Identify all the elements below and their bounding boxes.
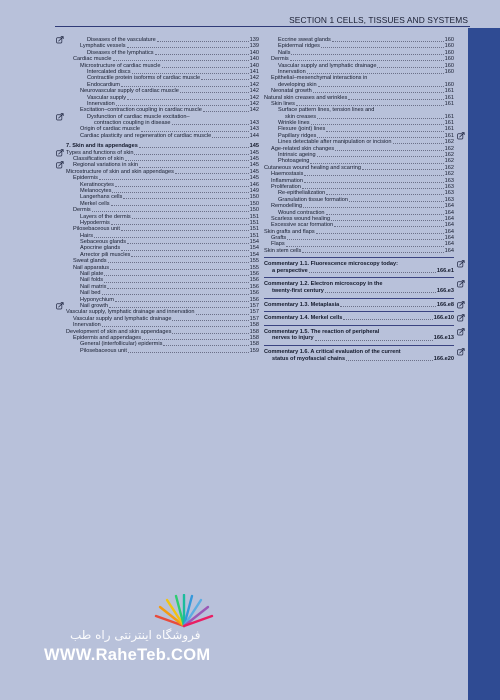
- toc-page-number: 160: [444, 56, 454, 63]
- toc-page-number: 162: [444, 145, 454, 152]
- toc-entry-title: skin creases: [285, 113, 317, 120]
- dot-leader: [141, 131, 249, 132]
- dot-leader: [307, 73, 444, 74]
- toc-entry-title: Nail folds: [80, 277, 104, 284]
- dot-leader: [212, 137, 248, 138]
- toc-entry-title: Microstructure of cardiac muscle: [80, 62, 161, 69]
- dot-leader: [127, 99, 249, 100]
- toc-page-number: 150: [249, 200, 259, 207]
- toc-page-number: 156: [249, 271, 259, 278]
- dot-leader: [99, 179, 249, 180]
- toc-page-number: 164: [444, 228, 454, 235]
- toc-page-number: 157: [249, 303, 259, 309]
- toc-entry-title: Vascular supply: [87, 94, 127, 101]
- dot-leader: [94, 237, 249, 238]
- dot-leader: [134, 154, 248, 155]
- commentary-page-number: 166.e8: [436, 301, 454, 308]
- toc-page-number: 164: [444, 241, 454, 248]
- dot-leader: [321, 47, 444, 48]
- toc-entry-title: Cardiac plasticity and regeneration of cardiac muscle: [80, 132, 212, 139]
- toc-page-number: 157: [249, 315, 259, 322]
- toc-entry-title: Innervation: [73, 322, 101, 329]
- dot-leader: [334, 226, 443, 227]
- dot-leader: [311, 124, 444, 125]
- toc-page-number: 164: [444, 247, 454, 254]
- toc-entry-title: Melanocytes: [80, 187, 112, 194]
- toc-page-number: 154: [249, 239, 259, 246]
- toc-entry-title: Excitation–contraction coupling in cardiac muscle: [80, 107, 202, 114]
- toc-page-number: 142: [249, 88, 259, 95]
- toc-right-column: [264, 37, 454, 365]
- toc-entry-title: Innervation: [278, 68, 306, 75]
- toc-page-number: 164: [444, 209, 454, 216]
- dot-leader: [290, 60, 444, 61]
- toc-entry-title: Diseases of the vasculature: [87, 36, 156, 43]
- toc-entry-title: Remodelling: [271, 203, 303, 210]
- toc-entry-title: Haemostasis: [271, 171, 304, 178]
- toc-entry-title: Wrinkle lines: [278, 120, 310, 127]
- dot-leader: [128, 352, 249, 353]
- toc-page-number: 143: [249, 120, 259, 127]
- toc-page-number: 150: [249, 194, 259, 201]
- toc-entry-title: Keratinocytes: [80, 181, 114, 188]
- commentary-entry[interactable]: [264, 325, 454, 345]
- toc-page-number: 141: [249, 68, 259, 75]
- dot-leader: [331, 220, 444, 221]
- commentary-page-number: 166.e13: [433, 335, 454, 342]
- commentary-page-number: 166.e1: [436, 267, 454, 274]
- commentary-title-cont: status of myofascial chains: [272, 355, 346, 362]
- toc-page-number: 156: [249, 283, 259, 290]
- toc-entry-title: Nail plate: [80, 271, 104, 278]
- dot-leader: [142, 339, 249, 340]
- toc-page-number: 142: [249, 100, 259, 107]
- toc-page-number: 161: [444, 120, 454, 127]
- dot-leader: [318, 86, 444, 87]
- dot-leader: [196, 314, 249, 315]
- dot-leader: [317, 137, 443, 138]
- commentary-list: [264, 257, 454, 365]
- toc-page-number: 156: [249, 296, 259, 303]
- commentary-entry[interactable]: [264, 298, 454, 312]
- dot-leader: [107, 288, 248, 289]
- toc-page-number: 158: [249, 328, 259, 335]
- dot-leader: [362, 169, 444, 170]
- dot-leader: [92, 211, 249, 212]
- dot-leader: [335, 150, 444, 151]
- commentary-title-cont: twenty-first century: [272, 288, 324, 295]
- toc-entry-title: Apocrine glands: [80, 245, 121, 252]
- dot-leader: [302, 252, 443, 253]
- dot-leader: [127, 47, 249, 48]
- toc-page-number: 142: [249, 94, 259, 101]
- toc-page-number: 155: [249, 258, 259, 265]
- dot-leader: [112, 192, 248, 193]
- dot-leader: [310, 163, 443, 164]
- toc-page-number: 145: [249, 175, 259, 182]
- toc-entry-title: Regional variations in skin: [73, 162, 138, 169]
- toc-entry[interactable]: [66, 348, 259, 354]
- commentary-page-number: 166.e20: [433, 355, 454, 362]
- dot-leader: [121, 250, 249, 251]
- toc-page-number: 158: [249, 334, 259, 341]
- toc-entry-title: Nails: [278, 49, 291, 56]
- toc-entry-title: Contractile protein isoforms of cardiac muscle: [87, 75, 201, 82]
- toc-entry-title: Types and functions of skin: [66, 149, 134, 156]
- dot-leader: [303, 207, 444, 208]
- toc-entry-title: Eccrine sweat glands: [278, 36, 331, 43]
- dot-leader: [201, 79, 248, 80]
- commentary-entry[interactable]: [264, 277, 454, 297]
- dot-leader: [326, 194, 443, 195]
- web-content-icon[interactable]: [457, 280, 465, 288]
- toc-entry-title: Proliferation: [271, 183, 301, 190]
- dot-leader: [348, 99, 443, 100]
- toc-entry-title: Scarless wound healing: [271, 215, 331, 222]
- toc-page-number: 145: [249, 168, 259, 175]
- dot-leader: [317, 156, 444, 157]
- commentary-title-cont: nerves to injury: [272, 335, 314, 342]
- toc-page-number: 161: [444, 94, 454, 101]
- dot-leader: [104, 282, 249, 283]
- dot-leader: [346, 356, 433, 361]
- toc-entry-title: Re-epithelialization: [278, 190, 326, 197]
- dot-leader: [304, 175, 443, 176]
- toc-page-number: 162: [444, 171, 454, 178]
- toc-entry-title: General (interfollicular) epidermis: [80, 341, 163, 348]
- dot-leader: [109, 307, 249, 308]
- toc-page-number: 164: [444, 203, 454, 210]
- toc-page-number: 155: [249, 264, 259, 271]
- toc-entry-title: Inflammation: [271, 177, 304, 184]
- dot-leader: [393, 143, 444, 144]
- toc-entry-title: Excessive scar formation: [271, 222, 334, 229]
- dot-leader: [180, 92, 249, 93]
- dot-leader: [121, 86, 249, 87]
- toc-entry-title: Dermis: [73, 207, 91, 214]
- dot-leader: [111, 205, 249, 206]
- toc-page-number: 145: [249, 143, 259, 150]
- dot-leader: [325, 288, 436, 293]
- toc-entry-title: Cutaneous wound healing and scarring: [264, 164, 362, 171]
- web-content-icon[interactable]: [56, 302, 64, 310]
- toc-page-number: 140: [249, 49, 259, 56]
- dot-leader: [157, 41, 249, 42]
- toc-entry-title: Lines detectable after manipulation or incision: [278, 139, 392, 146]
- toc-page-number: 161: [444, 100, 454, 107]
- toc-page-number: 149: [249, 187, 259, 194]
- toc-page-number: 157: [249, 309, 259, 316]
- commentary-entry[interactable]: [264, 311, 454, 325]
- toc-page-number: 161: [444, 126, 454, 133]
- toc-page-number: 142: [249, 75, 259, 82]
- dot-leader: [132, 218, 249, 219]
- dot-leader: [121, 230, 249, 231]
- dot-leader: [115, 186, 249, 187]
- toc-entry-title: Vascular supply, lymphatic drainage and innervation: [66, 309, 195, 316]
- toc-entry-title: Dysfunction of cardiac muscle excitation–: [87, 113, 190, 120]
- dot-leader: [326, 131, 443, 132]
- toc-entry-title: Merkel cells: [80, 200, 110, 207]
- toc-entry-title: Sebaceous glands: [80, 239, 127, 246]
- toc-entry-title: Nail bed: [80, 290, 101, 297]
- toc-page-number: 154: [249, 251, 259, 258]
- toc-page-number: 161: [444, 132, 454, 139]
- toc-entry-title: Nail apparatus: [73, 264, 110, 271]
- toc-page-number: 140: [249, 56, 259, 63]
- dot-leader: [287, 239, 443, 240]
- dot-leader: [104, 275, 248, 276]
- dot-leader: [172, 320, 248, 321]
- toc-entry-title: Epithelial–mesenchymal interactions in: [271, 75, 368, 82]
- dot-leader: [317, 118, 444, 119]
- dot-leader: [102, 326, 249, 327]
- toc-entry[interactable]: [66, 133, 259, 139]
- toc-entry-title: Epidermis and appendages: [73, 334, 142, 341]
- toc-entry-title: Skin lines: [271, 100, 295, 107]
- toc-page-number: 145: [249, 162, 259, 169]
- toc-entry-title: Photoageing: [278, 158, 310, 165]
- dot-leader: [309, 268, 436, 273]
- dot-leader: [139, 167, 249, 168]
- dot-leader: [377, 67, 443, 68]
- toc-page-number: 151: [249, 213, 259, 220]
- toc-page-number: 160: [444, 43, 454, 50]
- dot-leader: [302, 188, 444, 189]
- toc-entry-title: Sweat glands: [73, 258, 107, 265]
- dot-leader: [175, 173, 249, 174]
- toc-entry-title: Hyponychium: [80, 296, 114, 303]
- dot-leader: [113, 60, 249, 61]
- toc-entry-title: Flaps: [271, 241, 285, 248]
- toc-entry-title: Surface pattern lines, tension lines and: [278, 107, 375, 114]
- dot-leader: [349, 201, 444, 202]
- toc-page-number: 146: [249, 181, 259, 188]
- dot-leader: [125, 160, 249, 161]
- dot-leader: [340, 302, 436, 307]
- dot-leader: [155, 54, 249, 55]
- toc-entry-title: Nail matrix: [80, 283, 107, 290]
- toc-entry-title: Neurovascular supply of cardiac muscle: [80, 88, 179, 95]
- toc-page-number: 162: [444, 152, 454, 159]
- toc-entry-title: Age-related skin changes: [271, 145, 335, 152]
- toc-page-number: 162: [444, 158, 454, 165]
- toc-entry-title: developing skin: [278, 81, 317, 88]
- commentary-page-number: 166.e10: [433, 315, 454, 322]
- dot-leader: [163, 345, 248, 346]
- toc-entry-title: Hairs: [80, 232, 94, 239]
- toc-page-number: 140: [249, 62, 259, 69]
- web-content-icon[interactable]: [457, 301, 465, 309]
- commentary-title: Commentary 1.6. A critical evaluation of the current: [264, 349, 401, 356]
- toc-entry-title: contraction coupling in disease: [94, 120, 171, 127]
- toc-page-number: 163: [444, 190, 454, 197]
- toc-entry-title: Papillary ridges: [278, 132, 317, 139]
- toc-entry-title: Skin stem cells: [264, 247, 302, 254]
- toc-page-number: 163: [444, 177, 454, 184]
- dot-leader: [286, 246, 444, 247]
- toc-page-number: 163: [444, 183, 454, 190]
- toc-page-number: 154: [249, 245, 259, 252]
- toc-page-number: 156: [249, 290, 259, 297]
- toc-entry-title: Nail growth: [80, 303, 108, 309]
- web-content-icon[interactable]: [457, 328, 465, 336]
- toc-entry-title: Pilosebaceous unit: [73, 226, 120, 233]
- toc-left-column: [66, 37, 259, 354]
- toc-page-number: 161: [444, 88, 454, 95]
- dot-leader: [110, 269, 249, 270]
- toc-entry-title: Grafts: [271, 235, 287, 242]
- dot-leader: [332, 41, 444, 42]
- dot-leader: [102, 294, 249, 295]
- dot-leader: [296, 105, 444, 106]
- commentary-title: Commentary 1.2. Electron microscopy in the: [264, 281, 383, 288]
- web-content-icon[interactable]: [56, 161, 64, 169]
- toc-entry-title: Innervation: [87, 100, 115, 107]
- toc-entry-title: Layers of the dermis: [80, 213, 131, 220]
- toc-page-number: 150: [249, 207, 259, 214]
- commentary-title: Commentary 1.1. Fluorescence microscopy today:: [264, 261, 398, 268]
- toc-entry-title: Vascular supply and lymphatic drainage: [278, 62, 377, 69]
- toc-page-number: 160: [444, 49, 454, 56]
- toc-entry-title: Origin of cardiac muscle: [80, 126, 140, 133]
- toc-entry-title: Neonatal growth: [271, 88, 312, 95]
- toc-page-number: 156: [249, 277, 259, 284]
- toc-entry-title: Microstructure of skin and skin appendages: [66, 168, 174, 175]
- web-content-icon[interactable]: [56, 36, 64, 44]
- web-content-icon[interactable]: [457, 314, 465, 322]
- toc-page-number: 158: [249, 341, 259, 348]
- toc-entry-title: Skin grafts and flaps: [264, 228, 315, 235]
- dot-leader: [315, 335, 433, 340]
- toc-page-number: 161: [444, 113, 454, 120]
- dot-leader: [116, 105, 249, 106]
- dot-leader: [343, 315, 432, 320]
- web-content-icon[interactable]: [457, 348, 465, 356]
- dot-leader: [115, 301, 249, 302]
- dot-leader: [132, 73, 249, 74]
- toc-entry-title: 7. Skin and its appendages: [66, 143, 138, 150]
- toc-entry-title: Vascular supply and lymphatic drainage: [73, 315, 172, 322]
- toc-page-number: 164: [444, 235, 454, 242]
- web-content-icon[interactable]: [56, 149, 64, 157]
- toc-entry-title: Arrector pili muscles: [80, 251, 131, 258]
- toc-page-number: 160: [444, 36, 454, 43]
- toc-page-number: 151: [249, 226, 259, 233]
- toc-entry-title: Diseases of the lymphatics: [87, 49, 154, 56]
- toc-page-number: 139: [249, 36, 259, 43]
- open-book-fan-icon: [152, 594, 216, 628]
- toc-page-number: 143: [249, 126, 259, 133]
- toc-page-number: 145: [249, 156, 259, 163]
- dot-leader: [127, 243, 249, 244]
- commentary-entry[interactable]: [264, 257, 454, 277]
- commentary-title-cont: a perspective: [272, 267, 308, 274]
- toc-page-number: 160: [444, 62, 454, 69]
- dot-leader: [108, 262, 249, 263]
- commentary-page-number: 166.e3: [436, 288, 454, 295]
- toc-page-number: 142: [249, 81, 259, 88]
- toc-page-number: 162: [444, 164, 454, 171]
- toc-page-number: 158: [249, 322, 259, 329]
- toc-entry-title: Endocardium: [87, 81, 120, 88]
- dot-leader: [172, 333, 248, 334]
- toc-entry-title: Classification of skin: [73, 156, 124, 163]
- commentary-title: Commentary 1.5. The reaction of peripheral: [264, 328, 380, 335]
- toc-page-number: 145: [249, 149, 259, 156]
- toc-page-number: 151: [249, 219, 259, 226]
- dot-leader: [203, 111, 249, 112]
- toc-entry-title: Granulation tissue formation: [278, 196, 348, 203]
- toc-entry-title: Wound contraction: [278, 209, 325, 216]
- toc-entry-title: Dermis: [271, 56, 289, 63]
- toc-page-number: 163: [444, 196, 454, 203]
- toc-entry[interactable]: [264, 248, 454, 254]
- dot-leader: [139, 147, 249, 148]
- toc-page-number: 151: [249, 232, 259, 239]
- toc-page-number: 144: [249, 132, 259, 139]
- dot-leader: [326, 214, 444, 215]
- watermark-url: WWW.RaheTeb.COM: [44, 646, 211, 664]
- toc-entry-title: Development of skin and skin appendages: [66, 328, 172, 335]
- toc-entry-title: Epidermis: [73, 175, 98, 182]
- dot-leader: [172, 124, 249, 125]
- dot-leader: [162, 67, 249, 68]
- dot-leader: [131, 256, 248, 257]
- commentary-entry[interactable]: [264, 345, 454, 365]
- dot-leader: [313, 92, 444, 93]
- toc-entry-title: Cardiac muscle: [73, 56, 112, 63]
- toc-page-number: 162: [444, 139, 454, 146]
- dot-leader: [123, 198, 248, 199]
- toc-entry-title: Intercalated discs: [87, 68, 131, 75]
- toc-entry-title: Lymphatic vessels: [80, 43, 126, 50]
- toc-page-number: 142: [249, 107, 259, 114]
- web-content-icon[interactable]: [457, 260, 465, 268]
- toc-entry-title: Langerhans cells: [80, 194, 123, 201]
- toc-page-number: 139: [249, 43, 259, 50]
- section-sidebar-tab: [468, 28, 500, 700]
- header-rule: [55, 26, 470, 27]
- toc-entry-title: Intrinsic ageing: [278, 152, 316, 159]
- dot-leader: [304, 182, 444, 183]
- page-header: [0, 0, 500, 30]
- dot-leader: [316, 233, 444, 234]
- web-content-icon[interactable]: [56, 113, 64, 121]
- toc-page-number: 164: [444, 222, 454, 229]
- toc-page-number: 160: [444, 68, 454, 75]
- dot-leader: [111, 224, 249, 225]
- commentary-title: Commentary 1.4. Merkel cells: [264, 315, 343, 322]
- toc-entry-title: Pilosebaceous unit: [80, 347, 127, 354]
- toc-page-number: 164: [444, 215, 454, 222]
- toc-entry-title: Hypodermis: [80, 219, 110, 226]
- toc-page-number: 160: [444, 81, 454, 88]
- watermark-logo: [30, 594, 230, 674]
- web-content-icon[interactable]: [457, 132, 465, 140]
- watermark-persian-text: فروشگاه اینترنتی راه طب: [70, 628, 201, 642]
- toc-page-number: 159: [249, 347, 259, 354]
- toc-entry-title: Epidermal ridges: [278, 43, 320, 50]
- section-title: SECTION 1 CELLS, TISSUES AND SYSTEMS: [289, 15, 468, 25]
- dot-leader: [291, 54, 443, 55]
- toc-entry-title: Flexure (joint) lines: [278, 126, 326, 133]
- toc-entry-title: Natural skin creases and wrinkles: [264, 94, 348, 101]
- commentary-title: Commentary 1.3. Metaplasia: [264, 301, 340, 308]
